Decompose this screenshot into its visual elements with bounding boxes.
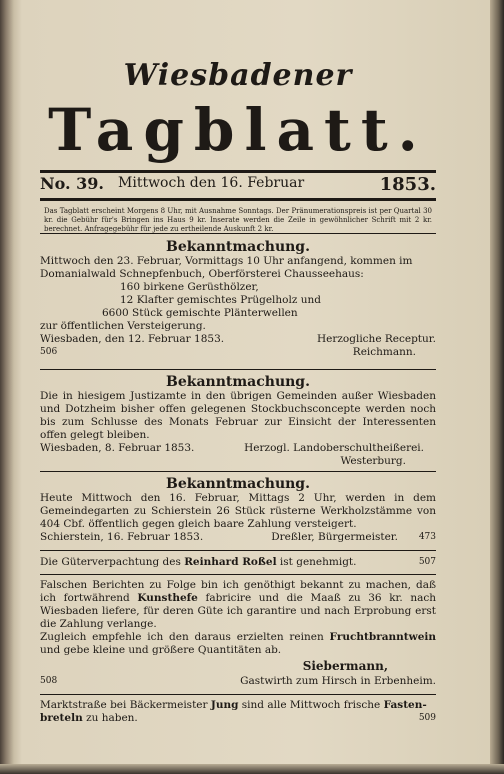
page-edge-shadow [490, 0, 504, 774]
announcement-text: Heute Mittwoch den 16. Februar, Mittags 2 Uhr, werden in dem Gemeindegarten zu Schierstein 26 Stück rüsterne Werkholzstämme von 404 Cbf. öffentlich gegen gleich baare Zahlung versteigert. [40, 492, 436, 530]
announcement-text: zur öffentlichen Versteigerung. [40, 320, 206, 332]
announcement-text: Domanialwald Schnepfenbuch, Oberförsterei Chausseehaus: [40, 268, 364, 280]
signer: Gastwirth zum Hirsch in Erbenheim. [240, 675, 436, 687]
lot-item: 6600 Stück gemischte Plänterwellen [102, 307, 298, 319]
announcement-3 [40, 476, 436, 550]
advert-text [40, 631, 436, 657]
signer: Westerburg. [340, 455, 406, 467]
announcement-heading: Bekanntmachung. [166, 239, 310, 255]
announcement-4 [40, 556, 436, 572]
announcement-heading: Bekanntmachung. [166, 374, 310, 390]
lease-text: ist genehmigt. [279, 556, 357, 568]
place-date: Wiesbaden, den 12. Februar 1853. [40, 333, 225, 345]
lessee-name: Reinhard Roßel [184, 556, 277, 568]
divider [40, 369, 436, 370]
announcement-5 [40, 579, 436, 693]
masthead-rule [40, 170, 436, 173]
advert-text-part: Marktstraße bei Bäckermeister [40, 699, 208, 711]
advert-text-part: Zugleich empfehle ich den daraus erzielten reinen [40, 631, 324, 643]
announcement-heading: Bekanntmachung. [166, 476, 310, 492]
advert-text-part: und gebe kleine und größere Quantitäten ab. [40, 644, 282, 656]
signer: Reichmann. [352, 346, 416, 358]
subscription-notice: Das Tagblatt erscheint Morgens 8 Uhr, mit Ausnahme Sonntags. Der Pränumerationspreis ist per Quartal 30 kr. die Gebühr für's Bringen ins Haus 9 kr. Inserate werden die Zeile in gewöhnlicher Schrift mit 2 kr. berechnet. Anfragegebühr für jede zu ertheilende Auskunft 2 kr. [44, 207, 432, 233]
product-name: Kunsthefe [137, 592, 198, 604]
announcement-1 [40, 239, 436, 371]
issue-line [40, 174, 436, 198]
masthead-title: Tagblatt. [48, 96, 428, 164]
lot-item: 12 Klafter gemischtes Prügelholz und [120, 294, 321, 306]
advert-text [40, 579, 436, 631]
ad-number: 473 [418, 532, 436, 542]
signer: Dreßler, Bürgermeister. [271, 531, 398, 543]
issue-date: Mittwoch den 16. Februar [118, 175, 305, 191]
ad-number: 508 [40, 676, 58, 686]
divider [40, 471, 436, 472]
authority: Herzogl. Landoberschultheißerei. [244, 442, 424, 454]
product-name: Fasten- [383, 699, 427, 711]
masthead-city: Wiesbadener [123, 58, 353, 93]
ad-number: 509 [418, 713, 436, 723]
advert-text-part: zu haben. [86, 712, 138, 724]
announcement-text: Mittwoch den 23. Februar, Vormittags 10 Uhr anfangend, kommen im [40, 255, 413, 267]
newspaper-page [40, 46, 436, 736]
baker-name: Jung [210, 699, 239, 711]
advert-text-part: fabricire und die Maaß zu 36 kr. nach Wiesbaden liefere, für deren Güte ich garantire und nach Erprobung erst die Zahlung verlange. [40, 592, 437, 630]
lot-item: 160 birkene Gerüsthölzer, [120, 281, 259, 293]
authority: Herzogliche Receptur. [317, 333, 436, 345]
issue-number: No. 39. [40, 174, 104, 193]
product-name: breteln [40, 712, 83, 724]
ad-number: 506 [40, 347, 58, 357]
page-bottom-edge [0, 764, 504, 774]
issue-year: 1853. [379, 174, 436, 195]
lease-text: Die Güterverpachtung des [40, 556, 181, 568]
place-date: Wiesbaden, 8. Februar 1853. [40, 442, 195, 454]
announcement-2 [40, 374, 436, 474]
product-name: Fruchtbranntwein [329, 631, 436, 643]
advert-text-part: sind alle Mittwoch frische [241, 699, 381, 711]
issue-rule [40, 198, 436, 201]
place-date: Schierstein, 16. Februar 1853. [40, 531, 204, 543]
announcement-6 [40, 699, 436, 733]
notice-rule [40, 233, 436, 234]
advertiser-name: Siebermann, [302, 659, 388, 673]
announcement-text: Die in hiesigem Justizamte in den übrigen Gemeinden außer Wiesbaden und Dotzheim bisher offen gelegenen Stockbuchsconcepte werden noch bis zum Schlusse des Monats Februar zur Einsicht der Interessenten offen gelegt bleiben. [40, 390, 436, 441]
advert-text-part: Falschen Berichten zu Folge bin ich genöthigt bekannt zu machen, daß ich fortwährend [40, 579, 436, 604]
divider [40, 574, 436, 575]
ad-number: 507 [418, 557, 436, 567]
divider [40, 550, 436, 551]
divider [40, 694, 436, 695]
